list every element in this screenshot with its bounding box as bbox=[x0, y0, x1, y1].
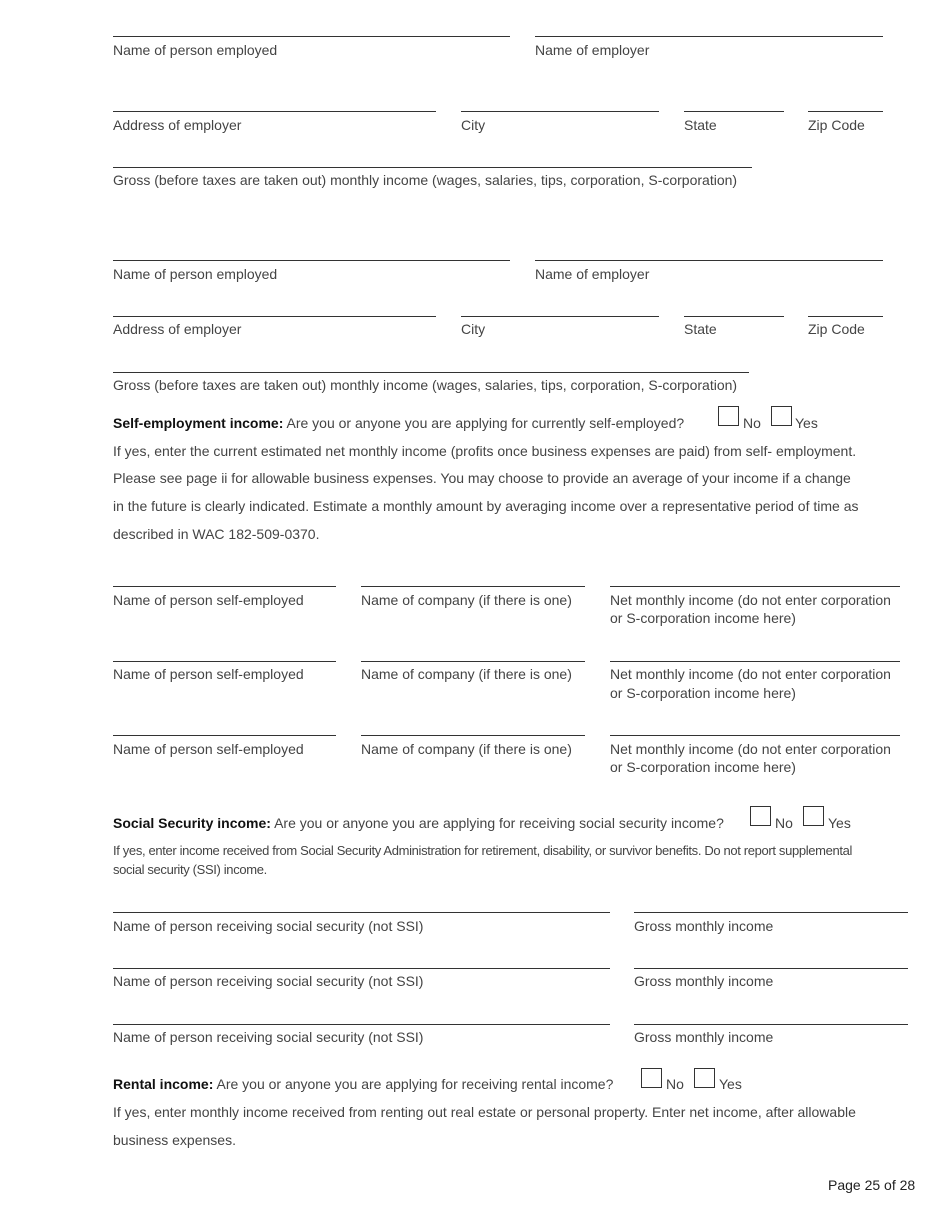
gross-income-label-1: Gross (before taxes are taken out) monthly income (wages, salaries, tips, corporation, S-corporation) bbox=[113, 172, 738, 188]
employer-name-label-1: Name of employer bbox=[535, 42, 650, 58]
zip-field-1[interactable] bbox=[808, 111, 883, 112]
social-security-yes-label: Yes bbox=[828, 815, 851, 831]
ss-person-label-1: Name of person receiving social security (not SSI) bbox=[113, 918, 424, 934]
self-employed-person-label-2: Name of person self-employed bbox=[113, 666, 304, 682]
employer-address-label-2: Address of employer bbox=[113, 321, 242, 337]
social-security-heading: Social Security income: bbox=[113, 815, 271, 831]
person-employed-label-1: Name of person employed bbox=[113, 42, 278, 58]
city-label-2: City bbox=[461, 321, 486, 337]
state-label-1: State bbox=[684, 117, 717, 133]
ss-person-field-1[interactable] bbox=[113, 912, 610, 913]
zip-label-2: Zip Code bbox=[808, 321, 865, 337]
social-security-paragraph-line: social security (SSI) income. bbox=[113, 862, 267, 877]
self-employment-heading: Self-employment income: bbox=[113, 415, 284, 431]
net-income-label-2-cont: or S-corporation income here) bbox=[610, 685, 796, 701]
rental-paragraph-line: If yes, enter monthly income received from renting out real estate or personal property. Enter net income, after allowable bbox=[113, 1104, 856, 1120]
social-security-no-label: No bbox=[775, 815, 793, 831]
employer-name-field-1[interactable] bbox=[535, 36, 883, 37]
employer-address-field-2[interactable] bbox=[113, 316, 436, 317]
state-field-2[interactable] bbox=[684, 316, 784, 317]
ss-gross-income-field-1[interactable] bbox=[634, 912, 908, 913]
self-employment-paragraph-line: in the future is clearly indicated. Estimate a monthly amount by averaging income over a representative period of time as bbox=[113, 498, 859, 514]
state-field-1[interactable] bbox=[684, 111, 784, 112]
net-income-label-1-cont: or S-corporation income here) bbox=[610, 610, 796, 626]
net-income-field-1[interactable] bbox=[610, 586, 900, 587]
gross-income-field-2[interactable] bbox=[113, 372, 749, 373]
gross-income-label-2: Gross (before taxes are taken out) monthly income (wages, salaries, tips, corporation, S-corporation) bbox=[113, 377, 738, 393]
employer-name-label-2: Name of employer bbox=[535, 266, 650, 282]
rental-yes-label: Yes bbox=[719, 1076, 742, 1092]
net-income-label-3: Net monthly income (do not enter corporation bbox=[610, 741, 891, 757]
rental-question-text: Are you or anyone you are applying for receiving rental income? bbox=[213, 1076, 614, 1092]
self-employment-yes-label: Yes bbox=[795, 415, 818, 431]
rental-question bbox=[113, 1075, 613, 1093]
self-employed-person-field-2[interactable] bbox=[113, 661, 336, 662]
self-employment-no-checkbox[interactable] bbox=[718, 406, 739, 426]
social-security-paragraph-line: If yes, enter income received from Social Security Administration for retirement, disability, or survivor benefits. Do not report supplemental bbox=[113, 843, 853, 858]
city-field-2[interactable] bbox=[461, 316, 659, 317]
ss-person-label-3: Name of person receiving social security (not SSI) bbox=[113, 1029, 424, 1045]
company-name-label-3: Name of company (if there is one) bbox=[361, 741, 572, 757]
net-income-label-1: Net monthly income (do not enter corporation bbox=[610, 592, 891, 608]
self-employed-person-label-1: Name of person self-employed bbox=[113, 592, 304, 608]
net-income-label-2: Net monthly income (do not enter corporation bbox=[610, 666, 891, 682]
self-employed-person-field-1[interactable] bbox=[113, 586, 336, 587]
company-name-field-2[interactable] bbox=[361, 661, 585, 662]
ss-gross-income-label-3: Gross monthly income bbox=[634, 1029, 774, 1045]
ss-gross-income-field-2[interactable] bbox=[634, 968, 908, 969]
social-security-question bbox=[113, 814, 724, 832]
employer-address-label-1: Address of employer bbox=[113, 117, 242, 133]
city-label-1: City bbox=[461, 117, 486, 133]
net-income-field-3[interactable] bbox=[610, 735, 900, 736]
zip-field-2[interactable] bbox=[808, 316, 883, 317]
gross-income-field-1[interactable] bbox=[113, 167, 752, 168]
ss-gross-income-label-1: Gross monthly income bbox=[634, 918, 774, 934]
page-number: Page 25 of 28 bbox=[828, 1177, 916, 1193]
company-name-label-1: Name of company (if there is one) bbox=[361, 592, 572, 608]
rental-no-label: No bbox=[666, 1076, 684, 1092]
social-security-no-checkbox[interactable] bbox=[750, 806, 771, 826]
company-name-label-2: Name of company (if there is one) bbox=[361, 666, 572, 682]
person-employed-field-1[interactable] bbox=[113, 36, 510, 37]
self-employment-question bbox=[113, 414, 684, 432]
zip-label-1: Zip Code bbox=[808, 117, 865, 133]
self-employment-paragraph-line: Please see page ii for allowable business expenses. You may choose to provide an average of your income if a change bbox=[113, 470, 851, 486]
rental-yes-checkbox[interactable] bbox=[694, 1068, 715, 1088]
ss-person-label-2: Name of person receiving social security (not SSI) bbox=[113, 973, 424, 989]
self-employed-person-label-3: Name of person self-employed bbox=[113, 741, 304, 757]
ss-gross-income-label-2: Gross monthly income bbox=[634, 973, 774, 989]
rental-paragraph-line: business expenses. bbox=[113, 1132, 236, 1148]
self-employed-person-field-3[interactable] bbox=[113, 735, 336, 736]
self-employment-no-label: No bbox=[743, 415, 761, 431]
state-label-2: State bbox=[684, 321, 717, 337]
rental-no-checkbox[interactable] bbox=[641, 1068, 662, 1088]
person-employed-field-2[interactable] bbox=[113, 260, 510, 261]
social-security-question-text: Are you or anyone you are applying for receiving social security income? bbox=[270, 815, 724, 831]
self-employment-paragraph-line: described in WAC 182-509-0370. bbox=[113, 526, 320, 542]
company-name-field-1[interactable] bbox=[361, 586, 585, 587]
rental-heading: Rental income: bbox=[113, 1076, 214, 1092]
ss-person-field-3[interactable] bbox=[113, 1024, 610, 1025]
ss-person-field-2[interactable] bbox=[113, 968, 610, 969]
social-security-yes-checkbox[interactable] bbox=[803, 806, 824, 826]
employer-address-field-1[interactable] bbox=[113, 111, 436, 112]
self-employment-paragraph-line: If yes, enter the current estimated net monthly income (profits once business expenses are paid) from self- employment. bbox=[113, 443, 857, 459]
net-income-label-3-cont: or S-corporation income here) bbox=[610, 759, 796, 775]
company-name-field-3[interactable] bbox=[361, 735, 585, 736]
city-field-1[interactable] bbox=[461, 111, 659, 112]
person-employed-label-2: Name of person employed bbox=[113, 266, 278, 282]
net-income-field-2[interactable] bbox=[610, 661, 900, 662]
employer-name-field-2[interactable] bbox=[535, 260, 883, 261]
ss-gross-income-field-3[interactable] bbox=[634, 1024, 908, 1025]
self-employment-yes-checkbox[interactable] bbox=[771, 406, 792, 426]
self-employment-question-text: Are you or anyone you are applying for currently self-employed? bbox=[283, 415, 685, 431]
